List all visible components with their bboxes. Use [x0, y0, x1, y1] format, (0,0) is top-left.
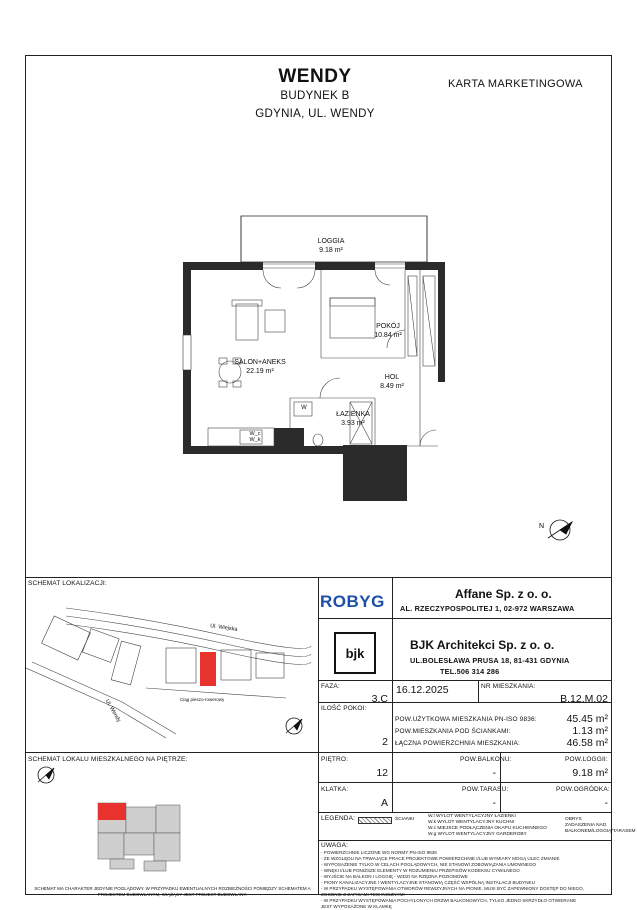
legend-item-wl: W.l WYLOT WENTYLACYJNY ŁAZIENKI — [428, 814, 516, 819]
note-line: ZGODNIE Z ZAPISAMI TECHNICZNYMI — [321, 892, 405, 897]
divider — [318, 812, 612, 813]
total-area-label: ŁĄCZNA POWIERZCHNIA MIESZKANIA: — [395, 740, 520, 747]
total-area-value: 46.58 m² — [566, 737, 608, 749]
room-pokoj — [363, 322, 413, 340]
flat-number-label: NR MIESZKANIA: — [481, 683, 536, 690]
terrace-value: - — [492, 797, 496, 809]
divider — [478, 680, 479, 702]
floor-value: 12 — [376, 767, 388, 779]
street-label-3: Ciąg pieszo-rowerowy — [180, 697, 225, 702]
compass-top — [548, 520, 572, 540]
divider — [318, 782, 612, 783]
usable-area-value: 45.45 m² — [566, 713, 608, 725]
floor-scheme-map — [26, 765, 316, 885]
legend-items — [428, 814, 547, 838]
loggia-label: POW.LOGGII: — [565, 756, 608, 763]
balcony-label: POW.BALKONU: — [460, 756, 512, 763]
room-lazienka-area: 3.93 m² — [341, 420, 365, 427]
legend-roof-outline: OBRYS ZADASZENIA NAD BALKONEM/LOGGIĄ/TARASEM — [565, 817, 636, 834]
room-pokoj-name: POKÓJ — [376, 323, 400, 330]
compass-north-label: N — [539, 523, 545, 530]
notes-list — [321, 850, 609, 910]
divider — [318, 577, 319, 895]
room-pokoj-area: 10.84 m² — [374, 332, 402, 339]
architect-phone: TEL.506 314 286 — [440, 667, 500, 676]
kitchen-mark-wc: W_c — [249, 431, 261, 437]
room-salon — [225, 358, 295, 376]
note-line: - W PRZYPADKU WYSTĘPOWANIA POCHYLONYCH DRZWI BALKONOWYCH, TYLKO JEDNO SKRZYDŁO OTWIERANE — [321, 898, 577, 903]
card-type-label: KARTA MARKETINGOWA — [448, 78, 583, 90]
flat-highlight — [98, 803, 126, 820]
divider — [318, 840, 612, 841]
notes-title: UWAGA: — [321, 842, 349, 849]
developer-address: AL. RZECZYPOSPOLITEJ 1, 02-972 WARSZAWA — [400, 604, 575, 613]
developer-name: Affane Sp. z o. o. — [455, 587, 552, 601]
date-value: 16.12.2025 — [396, 684, 449, 696]
street-label-2: Ul. Wendy — [103, 698, 122, 724]
divider — [318, 680, 612, 681]
legend-title: LEGENDA: — [321, 815, 356, 822]
note-line: - PIONY KANALIZACYJNE I WENTYLACYJNE STANOWIĄ CZĘŚĆ WSPÓLNĄ INSTALACJI BUDYNKU — [321, 880, 535, 885]
legend-item-wg: W.g WYLOT WENTYLACYJNY GARDEROBY — [428, 832, 527, 837]
note-line: JEST WYPOSAŻONE W KLAMKĘ — [321, 904, 392, 909]
note-line: - POWIERZCHNIE LICZONE WG NORMY PN-ISO 9836 — [321, 850, 437, 855]
under-walls-label: POW.MIESZKANIA POD ŚCIANKAMI: — [395, 728, 511, 735]
ventilation-mark: W — [301, 405, 307, 411]
street-label-1: Ul. Wiejska — [209, 623, 238, 633]
divider — [392, 577, 393, 680]
rooms-count-label: ILOŚĆ POKOI: — [321, 705, 367, 712]
room-lazienka-name: ŁAZIENKA — [336, 411, 370, 418]
room-hol — [372, 373, 412, 391]
rooms-count-value: 2 — [382, 736, 388, 748]
loggia-value: 9.18 m² — [572, 767, 608, 779]
legend-item-wc: W.c MIEJSCE PODŁĄCZENIA OKAPU KUCHENNEGO — [428, 826, 547, 831]
divider — [392, 680, 393, 702]
bjk-logo-text: bjk — [345, 646, 365, 661]
compass-location — [286, 718, 302, 734]
divider — [318, 618, 612, 619]
robyg-logo: ROBYG — [320, 592, 385, 611]
note-line: - W PRZYPADKU WYSTĘPOWANIA OTWORÓW REWIZYJNYCH NA PIONIE, MUSI BYĆ ZAPEWNIONY DOSTĘP DO NIEGO, — [321, 886, 584, 891]
architect-name: BJK Architekci Sp. z o. o. — [410, 638, 555, 652]
note-line: - WYPOSAŻENIE TYLKO W CELACH POGLĄDOWYCH, NIE STANOWI ZOBOWIĄZANIA UMOWNEGO — [321, 862, 536, 867]
kitchen-mark-wk: W_k — [249, 437, 261, 443]
architect-address: UL.BOLESŁAWA PRUSA 18, 81-431 GDYNIA — [410, 656, 570, 665]
building-highlight — [200, 652, 216, 686]
faza-value: 3.C — [371, 693, 388, 705]
room-hol-name: HOL — [384, 374, 400, 381]
floor-scheme-title: SCHEMAT LOKALU MIESZKALNEGO NA PIĘTRZE: — [28, 756, 188, 763]
faza-label: FAZA: — [321, 683, 340, 690]
project-title: WENDY — [278, 66, 352, 87]
project-address: GDYNIA, UL. WENDY — [255, 108, 375, 120]
note-line: - ZE WZGLĘDU NA TRWAJĄCE PRACE PROJEKTOWE POWIERZCHNIE I/LUB WYMIARY MOGĄ ULEC ZMIANIE — [321, 856, 560, 861]
legend-item-wk: W.k WYLOT WENTYLACYJNY KUCHNI — [428, 820, 515, 825]
garden-value: - — [604, 797, 608, 809]
stair-label: KLATKA: — [321, 786, 349, 793]
compass-floor — [38, 767, 54, 783]
room-hol-area: 8.49 m² — [380, 383, 404, 390]
balcony-value: - — [492, 767, 496, 779]
location-title: SCHEMAT LOKALIZACJI: — [28, 580, 107, 587]
disclaimer: SCHEMAT MA CHARAKTER JEDYNIE POGLĄDOWY. W PRZYPADKU EWENTUALNYCH ROZBIEŻNOŚCI POMIĘDZY SCHEMATEM A PROJEKTEM BUDOWLANYM, WIĄŻĄCY JEST PROJEKT BUDOWLANY. — [34, 886, 311, 897]
floor-label: PIĘTRO: — [321, 756, 349, 763]
kitchen-marks — [244, 431, 266, 443]
flat-number-value: B.12.M.02 — [560, 693, 608, 705]
building-name: BUDYNEK B — [280, 90, 350, 102]
location-map — [26, 588, 316, 750]
usable-area-label: POW.UŻYTKOWA MIESZKANIA PN-ISO 9836: — [395, 716, 537, 723]
divider — [392, 702, 393, 752]
room-lazienka — [328, 410, 378, 428]
note-line: - WNĘKI I/LUB PONIŻSZE ELEMENTY W ROZUMIENIU PRZEPISÓW KODEKSU CYWILNEGO — [321, 868, 520, 873]
room-loggia-name: LOGGIA — [317, 238, 345, 245]
garden-label: POW.OGRÓDKA: — [556, 786, 610, 793]
wall-hatch-swatch — [358, 817, 392, 824]
terrace-label: POW.TARASU: — [462, 786, 509, 793]
stair-value: A — [380, 797, 388, 809]
bjk-logo — [334, 632, 376, 674]
room-salon-area: 22.19 m² — [246, 368, 274, 375]
divider — [25, 752, 612, 753]
legend-walls: ŚCIANKI — [395, 817, 415, 822]
room-loggia — [296, 237, 366, 255]
under-walls-value: 1.13 m² — [572, 725, 608, 737]
room-loggia-area: 9.18 m² — [319, 247, 343, 254]
note-line: - WYJŚCIE NA BALKON I LOGGIĘ - WIDZI NA RZĘDNA POZIOMOWE — [321, 874, 468, 879]
room-salon-name: SALON+ANEKS — [234, 359, 286, 366]
